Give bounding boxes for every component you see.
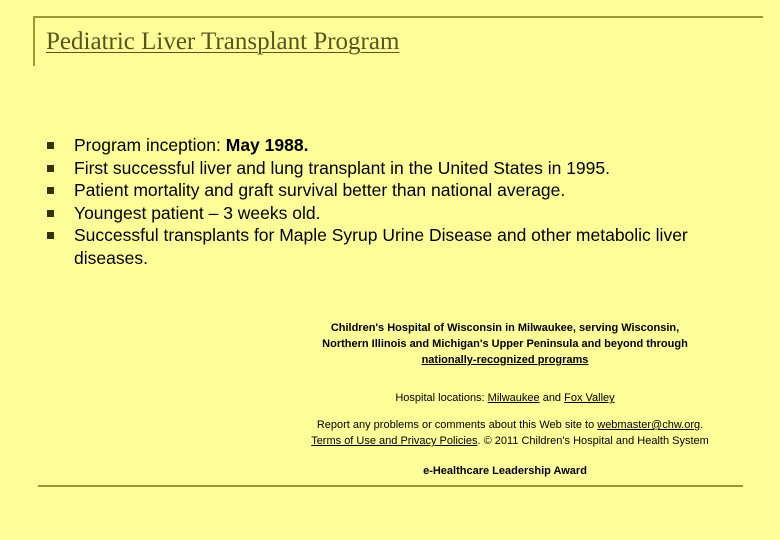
bottom-rule-line <box>38 485 743 487</box>
bullet-bold-text: May 1988. <box>225 135 309 155</box>
slide-title: Pediatric Liver Transplant Program <box>46 28 400 55</box>
square-bullet-icon <box>47 187 54 194</box>
square-bullet-icon <box>47 142 54 149</box>
square-bullet-icon <box>47 165 54 172</box>
bullet-text: Program inception: <box>74 135 226 155</box>
bullet-text: Patient mortality and graft survival better than national average. <box>74 180 566 200</box>
square-bullet-icon <box>47 210 54 217</box>
locations-prefix: Hospital locations: <box>395 392 488 404</box>
bullet-text: First successful liver and lung transplant in the United States in 1995. <box>74 157 610 178</box>
copyright-text: . © 2011 Children's Hospital and Health System <box>477 435 709 447</box>
award-text: e-Healthcare Leadership Award <box>423 465 587 477</box>
webmaster-email-link[interactable]: webmaster@chw.org <box>597 419 701 431</box>
programs-link[interactable]: nationally-recognized programs <box>421 354 589 366</box>
terms-link[interactable]: Terms of Use and Privacy Policies <box>311 435 478 447</box>
locations-and: and <box>539 392 565 404</box>
fox-valley-link[interactable]: Fox Valley <box>564 392 615 404</box>
org-description <box>320 320 690 368</box>
report-notice <box>275 417 745 449</box>
list-item <box>46 202 746 225</box>
frame-top-line <box>33 16 763 18</box>
list-item <box>46 224 746 269</box>
hospital-locations <box>290 390 720 406</box>
report-prefix: Report any problems or comments about this Web site to <box>316 419 598 431</box>
list-item <box>46 157 746 180</box>
milwaukee-link[interactable]: Milwaukee <box>487 392 540 404</box>
bullet-text: Successful transplants for Maple Syrup Urine Disease and other metabolic liver diseases. <box>74 225 688 268</box>
report-suffix: . <box>700 419 704 431</box>
frame-left-line <box>33 16 35 66</box>
bullet-text: Youngest patient – 3 weeks old. <box>74 202 321 223</box>
bullet-list <box>46 134 746 269</box>
list-item <box>46 179 746 202</box>
org-text: Children's Hospital of Wisconsin in Milwaukee, serving Wisconsin, Northern Illinois and Michigan's Upper Peninsula and beyond through <box>322 322 688 350</box>
list-item <box>46 134 746 157</box>
square-bullet-icon <box>47 232 54 239</box>
